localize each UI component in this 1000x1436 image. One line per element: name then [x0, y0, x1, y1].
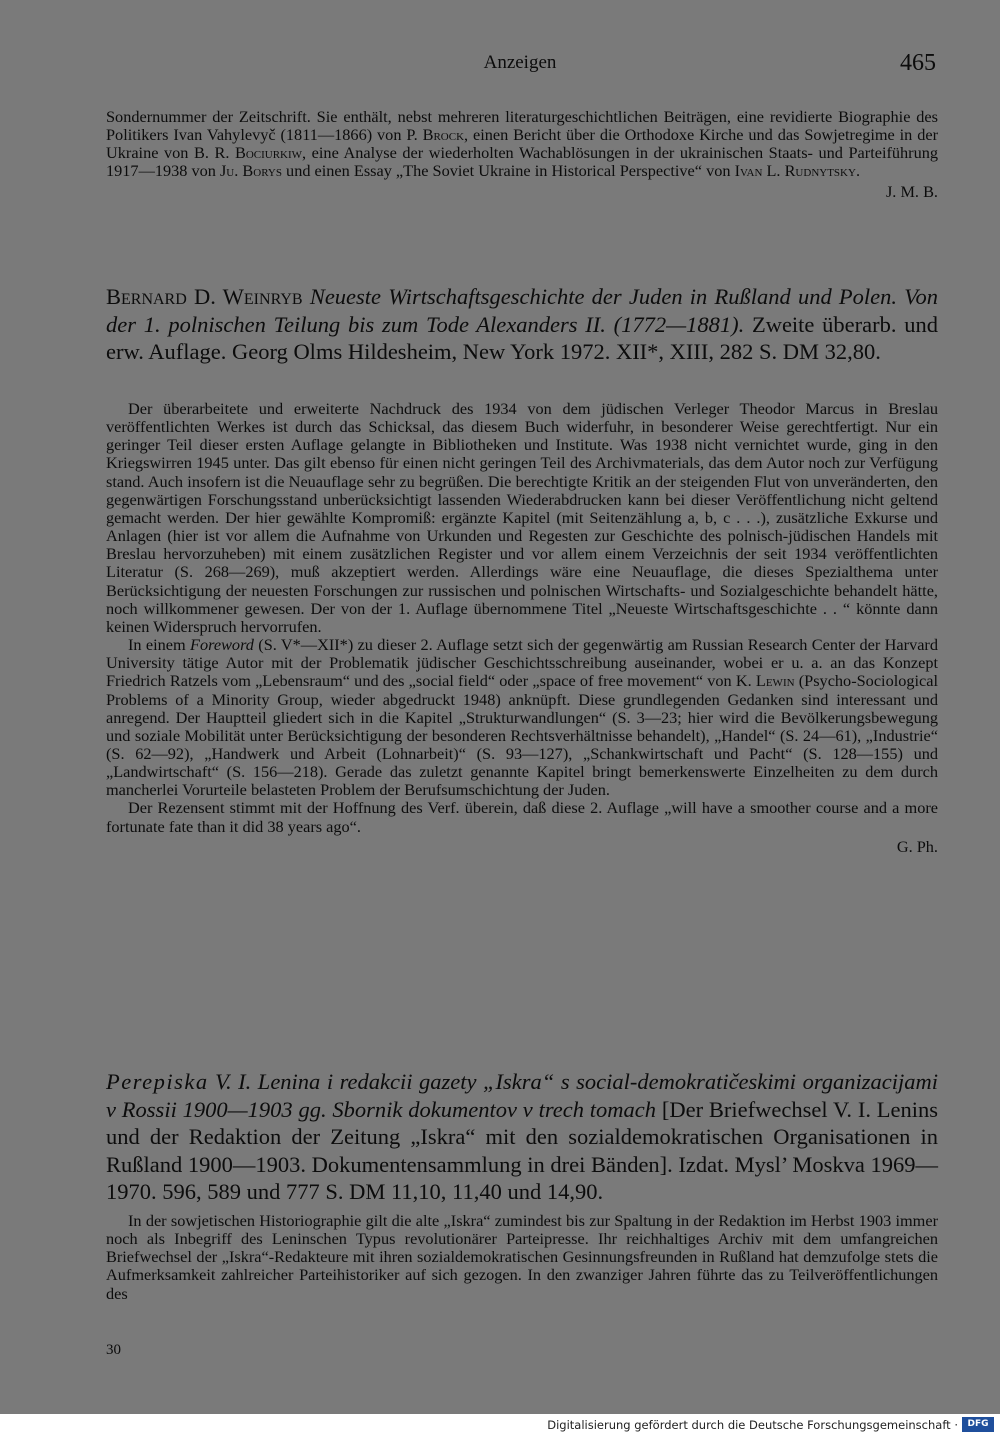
dfg-logo-icon: DFG [962, 1417, 994, 1432]
paragraph: Der überarbeitete und erweiterte Nachdruck des 1934 von dem jüdischen Verleger Theodor Marcus in Breslau veröffentlichten Werkes ist durch das Schicksal, das diesem Buch widerfuhr, in besonderer Weise gerechtfertigt. Nur ein geringer Teil dieser ersten Auflage gelangte in Bibliotheken und Institute. Was 1938 nicht vernichtet wurde, ging in den Kriegswirren 1945 unter. Das gilt ebenso für einen nicht geringen Teil des Archivmaterials, das dem Autor noch zur Verfügung stand. Auch insofern ist die Neuauflage sehr zu begrüßen. Die berechtigte Kritik an der steigenden Flut von unveränderten, den gegenwärtigen Forschungsstand unberücksichtigt lassenden Wiederabdrucken kann bei dieser Veröffentlichung nicht geltend gemacht werden. Der hier gewählte Kompromiß: ergänzte Kapitel (mit Seitenzählung a, b, c . . .), zusätzliche Exkurse und Anlagen (hier ist vor allem die Aufnahme von Urkunden und Regesten zur Geschichte des polnisch-jüdischen Handels mit Breslau hervorzuheben) mit einem zusätzlichen Register und vor allem einem Verzeichnis der seit 1934 veröffentlichten Literatur (S. 268—269), muß akzeptiert werden. Allerdings wäre eine Neuauflage, die dieses Spezialthema unter Berücksichtigung der neuesten Forschungen zur russischen und polnischen Wirtschafts- und Sozialgeschichte behandelt hätte, noch willkommener gewesen. Der von der 1. Auflage übernommene Titel „Neueste Wirtschaftsgeschichte . . “ könnte dann keinen Widerspruch hervorrufen. [106, 399, 938, 636]
reviewer-initials: G. Ph. [896, 836, 938, 856]
review-author: Bernard D. Weinryb [106, 284, 303, 309]
person-name: Ju. Borys [219, 161, 282, 181]
paragraph: Der Rezensent stimmt mit der Hoffnung des Verf. überein, daß diese 2. Auflage „will have a smoother course and a more fortunate fate than it did 38 years ago“. [106, 798, 938, 836]
paragraph: In der sowjetischen Historiographie gilt die alte „Iskra“ zumindest bis zur Spaltung in der Redaktion im Herbst 1903 immer noch als Inbegriff des Leninschen Typus revolutionärer Parteipresse. Ihr reichhaltiges Archiv mit dem umfangreichen Briefwechsel der „Iskra“-Redakteure mit ihren sozialdemokratischen Gesinnungsfreunden in Rußland hat demzufolge stets die Aufmerksamkeit zahlreicher Parteihistoriker auf sich gezogen. In den zwanziger Jahren führte das zu Teilveröffentlichungen des [106, 1211, 938, 1303]
review-body [106, 1212, 938, 1303]
review-book-title-lead: Perepiska [106, 1069, 209, 1094]
page-number: 465 [900, 50, 936, 76]
previous-review-continuation [106, 108, 938, 201]
credit-text: Digitalisierung gefördert durch die Deutsche Forschungsgemeinschaft · [547, 1418, 958, 1432]
person-name: Ivan L. Rudnytsky [734, 161, 856, 181]
paragraph: In einem Foreword (S. V*—XII*) zu dieser 2. Auflage setzt sich der gegenwärtig am Russian Research Center der Harvard University tätige Autor mit der Problematik jüdischer Geschichtsschreibung auseinander, wobei er u. a. an das Konzept Friedrich Ratzels vom „Lebensraum“ und des „social field“ oder „space of free movement“ von K. Lewin (Psycho-Sociological Problems of a Minority Group, wieder abgedruckt 1948) anknüpft. Diese grundlegenden Gedanken sind interessant und anregend. Der Hauptteil gliedert sich in die Kapitel „Strukturwandlungen“ (S. 3—23; hier wird die Bevölkerungsbewegung und soziale Mobilität unter Berücksichtigung der besonderen Rechtsverhältnisse behandelt), „Handel“ (S. 24—61), „Industrie“ (S. 62—92), „Handwerk und Arbeit (Lohnarbeit)“ (S. 93—127), „Schankwirtschaft und Pacht“ (S. 128—155) und „Landwirtschaft“ (S. 156—218). Gerade das zuletzt genannte Kapitel bringt bemerkenswerte Einzelheiten zu dem durch mancherlei Vorurteile belasteten Problem der Berufsumschichtung der Juden. [106, 635, 939, 800]
review-bibliography: [Der Briefwechsel V. I. Lenins und der Redaktion der Zeitung „Iskra“ mit den sozialdemokratischen Organisationen in Rußland 1900—1903. Dokumentensammlung in drei Bänden]. Izdat. Mysl’ Moskva 1969—1970. 596, 589 und 777 S. DM 11,10, 11,40 und 14,90. [106, 1096, 939, 1204]
review-heading [106, 1068, 938, 1206]
review-heading [106, 283, 938, 366]
review-body [106, 400, 938, 856]
reviewer-initials: J. M. B. [885, 181, 938, 201]
signature-mark: 30 [106, 1342, 121, 1358]
person-name: K. Lewin [735, 671, 795, 691]
paragraph: Sondernummer der Zeitschrift. Sie enthält, nebst mehreren literaturgeschichtlichen Beiträgen, eine revidierte Biographie des Politikers Ivan Vahylevyč (1811—1866) von P. Brock, einen Bericht über die Orthodoxe Kirche und das Sowjetregime in der Ukraine von B. R. Bociurkiw, eine Analyse der wiederholten Wachablösungen in der ukrainischen Staats- und Parteiführung 1917—1938 von Ju. Borys und einen Essay „The Soviet Ukraine in Historical Perspective“ von Ivan L. Rudnytsky. [106, 107, 939, 181]
review-bibliography: Zweite überarb. und erw. Auflage. Georg Olms Hildesheim, New York 1972. XII*, XIII, 282 S. DM 32,80. [106, 311, 938, 364]
person-name: P. Brock [406, 125, 465, 145]
digitization-credit-bar [0, 1414, 1000, 1436]
person-name: B. R. Bociurkiw [193, 143, 303, 163]
review-book-title: Neueste Wirtschaftsgeschichte der Juden in Rußland und Polen. Von der 1. polnischen Teilung bis zum Tode Alexanders II. (1772—1881). [106, 284, 939, 337]
running-head [0, 50, 1000, 80]
running-title: Anzeigen [483, 52, 557, 73]
review-book-title: V. I. Lenina i redakcii gazety „Iskra“ s social-demokratičeskimi organizacijami v Rossii 1900—1903 gg. Sbornik dokumentov v trech tomach [106, 1069, 938, 1122]
